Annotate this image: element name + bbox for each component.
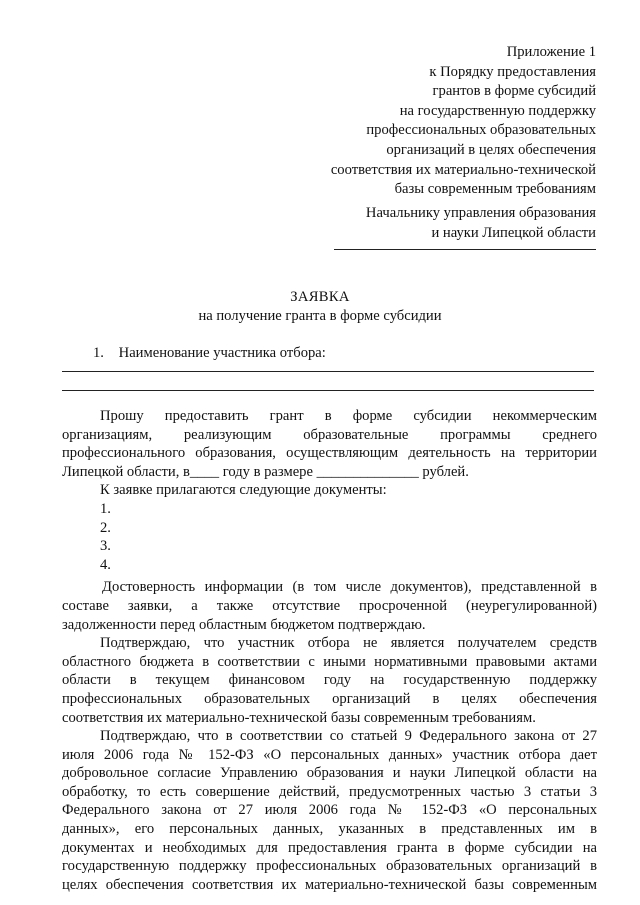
confirm2-line: Федерального закона от 27 июля 2006 года № 152-ФЗ «О персональных xyxy=(62,802,597,819)
confirm2-line: июля 2006 года № 152-ФЗ «О персональных данных» участник отбора дает xyxy=(62,746,597,763)
appendix-line: профессиональных образовательных xyxy=(366,122,596,139)
addressee-block xyxy=(296,204,596,243)
confirm1-line: соответствия их материально-технической базы современным требованиям. xyxy=(62,709,536,726)
attachment-item: 1. xyxy=(100,500,111,517)
attachment-item: 4. xyxy=(100,556,111,573)
confirm2-line: целях обеспечения соответствия их материально-технической базы современным xyxy=(62,876,597,893)
participant-name-fill-line xyxy=(62,390,594,391)
document-title: ЗАЯВКА xyxy=(290,289,350,305)
reliability-line: Достоверность информации (в том числе документов), представленной в xyxy=(102,579,597,596)
participant-name-fill-line xyxy=(62,371,594,372)
reliability-line: задолженности перед областным бюджетом подтверждаю. xyxy=(62,616,426,633)
reliability-paragraph xyxy=(62,578,597,634)
request-line: профессионального образования, осуществляющим деятельность на территории xyxy=(62,445,597,462)
confirm2-line: добровольное согласие Управлению образования и науки Липецкой области на xyxy=(62,765,597,782)
appendix-line: Приложение 1 xyxy=(506,44,596,60)
confirm1-line: области в текущем финансовом году на государственную поддержку xyxy=(62,672,597,689)
document-body xyxy=(62,407,597,894)
addressee-signature-line xyxy=(334,249,596,250)
confirm2-line: данных», его персональных данных, указанных в представленных им в xyxy=(62,821,597,838)
confirm1-line: областного бюджета в соответствии с иными нормативными правовыми актами xyxy=(62,653,597,670)
appendix-line: к Порядку предоставления xyxy=(429,63,596,80)
confirm1-line: Подтверждаю, что участник отбора не является получателем средств xyxy=(100,635,597,652)
appendix-header xyxy=(276,43,596,200)
appendix-line: базы современным требованиям xyxy=(394,181,596,198)
confirm2-line: обработку, то есть совершение действий, предусмотренных частью 3 статьи 3 xyxy=(62,783,597,800)
item-label: Наименование участника отбора: xyxy=(118,345,326,361)
no-other-funding-paragraph xyxy=(62,634,597,727)
attachment-item: 3. xyxy=(100,538,111,555)
addressee-line: Начальнику управления образования xyxy=(365,205,596,221)
attachments-list xyxy=(62,500,597,574)
attachment-item: 2. xyxy=(100,519,111,536)
confirm1-line: профессиональных образовательных организаций в целях обеспечения xyxy=(62,690,597,707)
confirm2-line: государственную поддержку профессиональных образовательных организаций в xyxy=(62,858,597,875)
appendix-line: соответствия их материально-технической xyxy=(330,161,596,178)
request-paragraph xyxy=(62,407,597,481)
attachments-intro: К заявке прилагаются следующие документы: xyxy=(100,482,387,499)
item-number: 1. xyxy=(93,345,104,361)
request-line: Липецкой области, в____ году в размере ______________ рублей. xyxy=(62,463,469,480)
reliability-line: составе заявки, а также отсутствие просроченной (неурегулированной) xyxy=(62,597,597,614)
confirm2-line: документах и необходимых для предоставления гранта в форме субсидии на xyxy=(62,839,597,856)
participant-name-item xyxy=(93,344,326,364)
document-subtitle: на получение гранта в форме субсидии xyxy=(198,308,442,324)
personal-data-consent-paragraph xyxy=(62,727,597,894)
appendix-line: организаций в целях обеспечения xyxy=(386,141,596,158)
request-line: организациям, реализующим образовательные программы среднего xyxy=(62,426,597,443)
appendix-line: грантов в форме субсидий xyxy=(432,83,596,100)
appendix-line: на государственную поддержку xyxy=(399,102,596,119)
addressee-line: и науки Липецкой области xyxy=(431,224,596,241)
confirm2-line: Подтверждаю, что в соответствии со статьей 9 Федерального закона от 27 xyxy=(100,728,597,745)
request-line: Прошу предоставить грант в форме субсидии некоммерческим xyxy=(100,408,597,424)
